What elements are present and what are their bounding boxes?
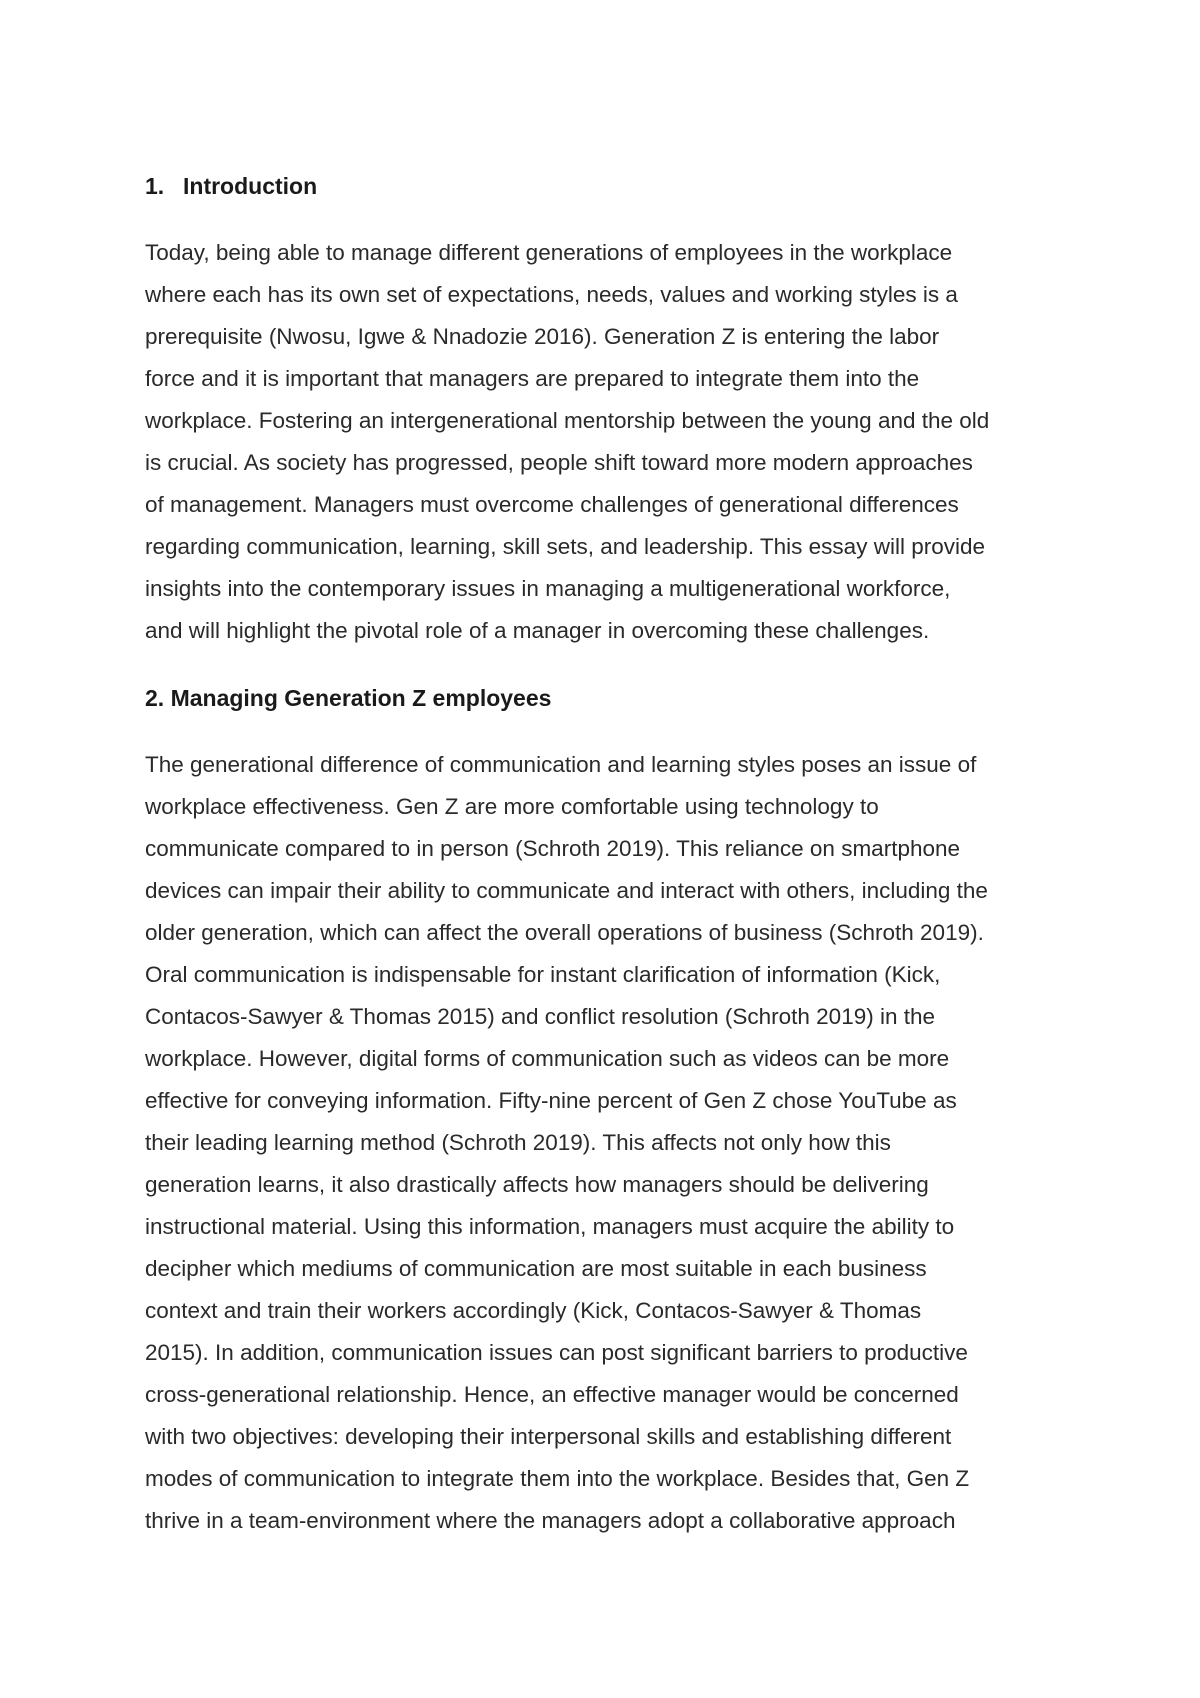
section-1-heading (145, 168, 1075, 204)
paragraph-line: prerequisite (Nwosu, Igwe & Nnadozie 2016). Generation Z is entering the labor (145, 324, 940, 349)
paragraph-line: with two objectives: developing their interpersonal skills and establishing different (145, 1424, 952, 1449)
section-2-heading: 2. Managing Generation Z employees (145, 685, 552, 711)
paragraph-line: regarding communication, learning, skill sets, and leadership. This essay will provide (145, 534, 985, 559)
paragraph-line: decipher which mediums of communication are most suitable in each business (145, 1256, 927, 1281)
paragraph-line: context and train their workers accordingly (Kick, Contacos-Sawyer & Thomas (145, 1298, 922, 1323)
paragraph-line: and will highlight the pivotal role of a manager in overcoming these challenges. (145, 618, 930, 643)
paragraph-line: generation learns, it also drastically affects how managers should be delivering (145, 1172, 929, 1197)
paragraph-line: 2015). In addition, communication issues can post significant barriers to productive (145, 1340, 968, 1365)
paragraph-line: insights into the contemporary issues in managing a multigenerational workforce, (145, 576, 951, 601)
paragraph-line: workplace. However, digital forms of communication such as videos can be more (145, 1046, 950, 1071)
paragraph-line: older generation, which can affect the overall operations of business (Schroth 2019). (145, 920, 984, 945)
paragraph-line: cross-generational relationship. Hence, an effective manager would be concerned (145, 1382, 959, 1407)
section-1-number: 1. (145, 173, 165, 199)
paragraph-line: instructional material. Using this information, managers must acquire the ability to (145, 1214, 955, 1239)
paragraph-line: The generational difference of communication and learning styles poses an issue of (145, 752, 977, 777)
paragraph-line: Today, being able to manage different generations of employees in the workplace (145, 240, 953, 265)
paragraph-line: is crucial. As society has progressed, people shift toward more modern approaches (145, 450, 973, 475)
paragraph-line: communicate compared to in person (Schroth 2019). This reliance on smartphone (145, 836, 961, 861)
paragraph-line: devices can impair their ability to communicate and interact with others, including the (145, 878, 988, 903)
document-page (145, 168, 1075, 1570)
paragraph-line: Contacos-Sawyer & Thomas 2015) and conflict resolution (Schroth 2019) in the (145, 1004, 936, 1029)
paragraph-line: effective for conveying information. Fifty-nine percent of Gen Z chose YouTube as (145, 1088, 957, 1113)
paragraph-line: of management. Managers must overcome challenges of generational differences (145, 492, 959, 517)
paragraph-line: where each has its own set of expectations, needs, values and working styles is a (145, 282, 958, 307)
paragraph-line: force and it is important that managers are prepared to integrate them into the (145, 366, 920, 391)
paragraph-line: workplace. Fostering an intergenerational mentorship between the young and the old (145, 408, 990, 433)
section-2-paragraph (145, 744, 1075, 1542)
paragraph-line: workplace effectiveness. Gen Z are more comfortable using technology to (145, 794, 879, 819)
section-1-title: Introduction (183, 173, 318, 199)
paragraph-line: modes of communication to integrate them into the workplace. Besides that, Gen Z (145, 1466, 970, 1491)
paragraph-line: thrive in a team-environment where the managers adopt a collaborative approach (145, 1508, 956, 1533)
section-1-paragraph (145, 232, 1075, 652)
paragraph-line: Oral communication is indispensable for instant clarification of information (Kick, (145, 962, 941, 987)
paragraph-line: their leading learning method (Schroth 2019). This affects not only how this (145, 1130, 891, 1155)
